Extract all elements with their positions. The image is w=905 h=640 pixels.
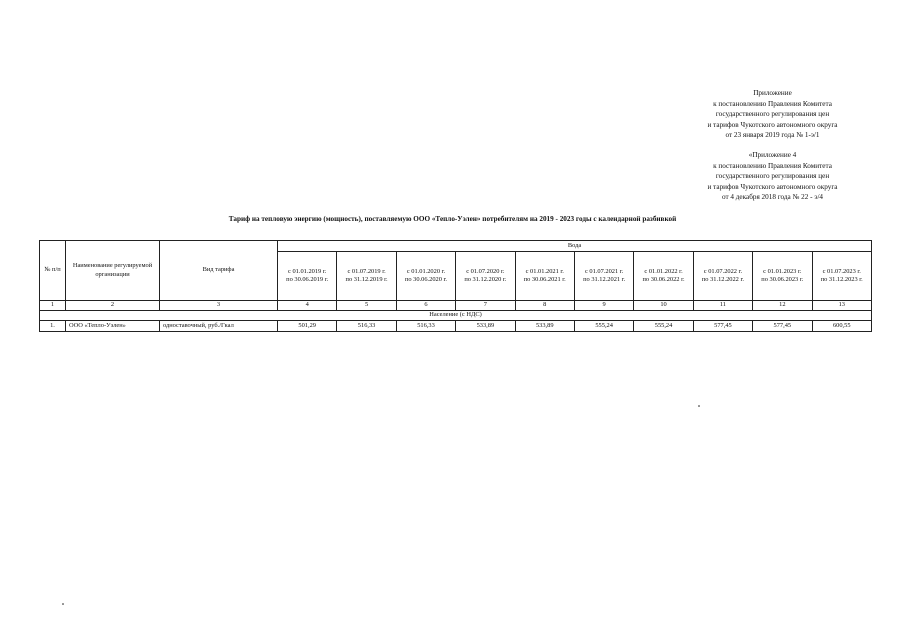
appendix-line: к постановлению Правления Комитета xyxy=(713,161,832,170)
period-to: по 30.06.2019 г. xyxy=(286,276,329,283)
column-number: 8 xyxy=(515,301,574,311)
appendix-line: государственного регулирования цен xyxy=(715,172,830,181)
column-number: 7 xyxy=(456,301,515,311)
period-to: по 30.06.2023 г. xyxy=(761,276,804,283)
period-to: по 30.06.2021 г. xyxy=(523,276,566,283)
appendix-block xyxy=(640,88,905,141)
period-from: с 01.07.2023 г. xyxy=(822,267,861,275)
tariff-value: 555,24 xyxy=(574,321,633,332)
period-from: с 01.01.2021 г. xyxy=(525,267,564,275)
column-number: 11 xyxy=(693,301,752,311)
period-from: с 01.07.2021 г. xyxy=(585,267,624,275)
tariff-value: 533,89 xyxy=(515,321,574,332)
tariff-value: 577,45 xyxy=(693,321,752,332)
column-number: 10 xyxy=(634,301,693,311)
column-number: 13 xyxy=(812,301,871,311)
appendix-line: Приложение xyxy=(753,89,792,97)
header-group: Вода xyxy=(278,241,872,252)
period-to: по 31.12.2021 г. xyxy=(583,276,626,283)
column-number: 3 xyxy=(160,301,278,311)
period-from: с 01.01.2019 г. xyxy=(288,267,327,275)
row-num: 1. xyxy=(40,321,66,332)
header-org: Наименование регулируемой организации xyxy=(66,241,160,301)
period-from: с 01.01.2020 г. xyxy=(406,267,446,275)
period-to: по 31.12.2022 г. xyxy=(701,276,744,283)
period-header xyxy=(337,252,396,301)
period-header xyxy=(396,252,455,301)
period-to: по 31.12.2019 г. xyxy=(345,276,388,283)
header-num: № п/п xyxy=(40,241,66,301)
period-header xyxy=(693,252,752,301)
column-number: 5 xyxy=(337,301,396,311)
appendix-line: к постановлению Правления Комитета xyxy=(713,99,832,108)
period-header xyxy=(634,252,693,301)
scan-speck xyxy=(62,603,64,605)
column-number: 2 xyxy=(66,301,160,311)
period-from: с 01.07.2019 г. xyxy=(347,267,386,275)
appendix-line: и тарифов Чукотского автономного округа xyxy=(707,120,838,129)
row-tariff-type: одноставочный, руб./Гкал xyxy=(160,321,278,332)
period-from: с 01.07.2020 г. xyxy=(466,267,505,275)
appendix-line: «Приложение 4 xyxy=(748,151,797,159)
document-title: Тариф на тепловую энергию (мощность), поставляемую ООО «Тепло-Уэлен» потребителям на 2019 - 2023 годы с календарной разбивкой xyxy=(228,215,677,223)
column-number: 4 xyxy=(278,301,337,311)
tariff-value: 555,24 xyxy=(634,321,693,332)
column-number: 12 xyxy=(753,301,812,311)
period-to: по 31.12.2023 г. xyxy=(820,276,863,283)
tariff-value: 577,45 xyxy=(753,321,812,332)
tariff-value: 516,33 xyxy=(396,321,455,332)
appendix-line: от 23 января 2019 года № 1-э/1 xyxy=(725,131,820,140)
row-org: ООО «Тепло-Уэлен» xyxy=(66,321,160,332)
period-to: по 30.06.2020 г. xyxy=(404,276,448,283)
column-number: 9 xyxy=(574,301,633,311)
tariff-value: 533,89 xyxy=(456,321,515,332)
period-header xyxy=(515,252,574,301)
tariff-value: 516,33 xyxy=(337,321,396,332)
period-header xyxy=(812,252,871,301)
period-header xyxy=(278,252,337,301)
appendix-quote-block xyxy=(640,150,905,203)
period-from: с 01.01.2022 г. xyxy=(644,267,683,275)
period-to: по 31.12.2020 г. xyxy=(464,276,507,283)
header-tariff-type: Вид тарифа xyxy=(160,241,278,301)
period-header xyxy=(574,252,633,301)
period-to: по 30.06.2022 г. xyxy=(642,276,685,283)
column-number: 1 xyxy=(40,301,66,311)
tariff-table xyxy=(39,240,872,332)
section-label: Население (с НДС) xyxy=(40,311,872,321)
period-header xyxy=(753,252,812,301)
appendix-line: и тарифов Чукотского автономного округа xyxy=(707,182,838,191)
column-number-row xyxy=(40,301,872,311)
scan-speck xyxy=(698,405,700,407)
period-from: с 01.07.2022 г. xyxy=(703,267,743,275)
tariff-value: 600,55 xyxy=(812,321,871,332)
table-row xyxy=(40,321,872,332)
appendix-line: от 4 декабря 2018 года № 22 - э/4 xyxy=(721,193,824,202)
period-header xyxy=(456,252,515,301)
column-number: 6 xyxy=(396,301,455,311)
tariff-value: 501,29 xyxy=(278,321,337,332)
period-from: с 01.01.2023 г. xyxy=(763,267,802,275)
data-rows xyxy=(40,321,872,332)
appendix-line: государственного регулирования цен xyxy=(715,110,830,119)
